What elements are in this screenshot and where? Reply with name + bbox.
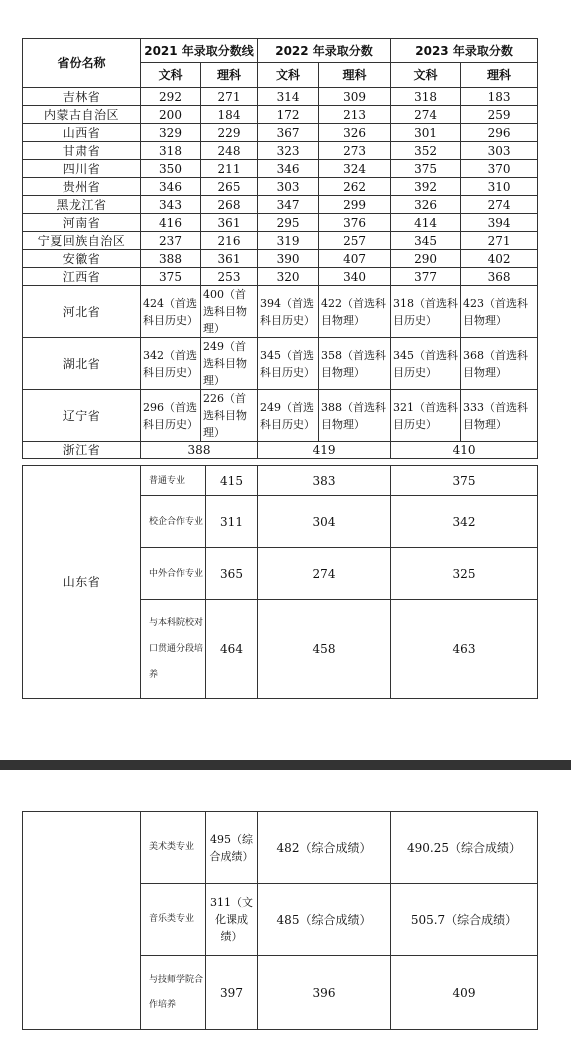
program-label: 美术类专业 (141, 812, 206, 884)
score-cell: 262 (319, 178, 391, 196)
score-cell: 394（首选科目历史） (258, 286, 319, 338)
score-cell: 329 (141, 124, 201, 142)
table-row (23, 250, 538, 268)
score-cell: 310 (461, 178, 538, 196)
score-cell: 396 (258, 956, 391, 1030)
score-cell: 423（首选科目物理） (461, 286, 538, 338)
header-arts: 文科 (141, 63, 201, 88)
score-cell: 257 (319, 232, 391, 250)
header-2023: 2023 年录取分数 (391, 39, 538, 63)
score-cell: 211 (201, 160, 258, 178)
score-cell: 368 (461, 268, 538, 286)
province-name: 江西省 (23, 268, 141, 286)
score-cell: 265 (201, 178, 258, 196)
score-cell: 333（首选科目物理） (461, 390, 538, 442)
header-science: 理科 (201, 63, 258, 88)
province-name: 浙江省 (23, 442, 141, 459)
program-label: 音乐类专业 (141, 884, 206, 956)
score-cell: 311（文化课成绩） (206, 884, 258, 956)
table-row (23, 196, 538, 214)
score-cell: 299 (319, 196, 391, 214)
header-science: 理科 (319, 63, 391, 88)
score-cell: 365 (206, 548, 258, 600)
score-cell: 345（首选科目历史） (391, 338, 461, 390)
score-cell: 318（首选科目历史） (391, 286, 461, 338)
program-label: 校企合作专业 (141, 496, 206, 548)
score-cell: 273 (319, 142, 391, 160)
score-cell: 347 (258, 196, 319, 214)
score-cell: 184 (201, 106, 258, 124)
score-cell: 274 (258, 548, 391, 600)
province-name: 湖北省 (23, 338, 141, 390)
score-cell: 490.25（综合成绩） (391, 812, 538, 884)
score-cell: 303 (461, 142, 538, 160)
score-cell: 361 (201, 214, 258, 232)
table-row (23, 268, 538, 286)
table-row (23, 338, 538, 390)
score-cell: 388 (141, 250, 201, 268)
score-cell: 415 (206, 466, 258, 496)
table-row (23, 142, 538, 160)
header-2022: 2022 年录取分数 (258, 39, 391, 63)
table-row (23, 232, 538, 250)
score-cell: 422（首选科目物理） (319, 286, 391, 338)
admission-score-table (22, 38, 538, 459)
score-cell: 495（综合成绩） (206, 812, 258, 884)
score-cell: 259 (461, 106, 538, 124)
score-cell: 309 (319, 88, 391, 106)
score-cell: 200 (141, 106, 201, 124)
score-cell: 323 (258, 142, 319, 160)
score-cell: 318 (391, 88, 461, 106)
province-name: 黑龙江省 (23, 196, 141, 214)
program-label: 中外合作专业 (141, 548, 206, 600)
score-cell: 375 (141, 268, 201, 286)
score-cell: 342 (391, 496, 538, 548)
score-cell: 292 (141, 88, 201, 106)
score-cell: 370 (461, 160, 538, 178)
score-cell: 376 (319, 214, 391, 232)
score-cell: 345（首选科目历史） (258, 338, 319, 390)
table-row (23, 214, 538, 232)
score-cell: 290 (391, 250, 461, 268)
score-cell: 314 (258, 88, 319, 106)
score-cell: 419 (258, 442, 391, 459)
score-cell: 226（首选科目物理） (201, 390, 258, 442)
score-cell: 326 (319, 124, 391, 142)
header-province: 省份名称 (23, 39, 141, 88)
score-cell: 213 (319, 106, 391, 124)
program-label: 与技师学院合作培养 (141, 956, 206, 1030)
score-cell: 458 (258, 600, 391, 699)
score-cell: 319 (258, 232, 319, 250)
score-cell: 346 (258, 160, 319, 178)
score-cell: 350 (141, 160, 201, 178)
score-cell: 388（首选科目物理） (319, 390, 391, 442)
score-cell: 400（首选科目物理） (201, 286, 258, 338)
score-cell: 271 (201, 88, 258, 106)
score-cell: 248 (201, 142, 258, 160)
score-cell: 352 (391, 142, 461, 160)
score-cell: 172 (258, 106, 319, 124)
score-cell: 268 (201, 196, 258, 214)
score-cell: 274 (391, 106, 461, 124)
province-name: 辽宁省 (23, 390, 141, 442)
score-cell: 346 (141, 178, 201, 196)
score-cell: 271 (461, 232, 538, 250)
table-row (23, 160, 538, 178)
province-name: 宁夏回族自治区 (23, 232, 141, 250)
score-cell: 388 (141, 442, 258, 459)
score-cell: 368（首选科目物理） (461, 338, 538, 390)
score-cell: 324 (319, 160, 391, 178)
score-cell: 377 (391, 268, 461, 286)
table-row (23, 88, 538, 106)
score-cell: 410 (391, 442, 538, 459)
score-cell: 326 (391, 196, 461, 214)
shandong-table-continued (22, 811, 538, 1030)
score-cell: 296 (461, 124, 538, 142)
score-cell: 409 (391, 956, 538, 1030)
header-arts: 文科 (258, 63, 319, 88)
score-cell: 482（综合成绩） (258, 812, 391, 884)
score-cell: 414 (391, 214, 461, 232)
score-cell: 320 (258, 268, 319, 286)
score-cell: 229 (201, 124, 258, 142)
score-cell: 394 (461, 214, 538, 232)
province-name: 安徽省 (23, 250, 141, 268)
province-name: 四川省 (23, 160, 141, 178)
score-cell: 485（综合成绩） (258, 884, 391, 956)
score-cell: 342（首选科目历史） (141, 338, 201, 390)
score-cell: 303 (258, 178, 319, 196)
score-cell: 345 (391, 232, 461, 250)
score-cell: 392 (391, 178, 461, 196)
score-cell: 358（首选科目物理） (319, 338, 391, 390)
score-cell: 304 (258, 496, 391, 548)
province-name: 吉林省 (23, 88, 141, 106)
score-cell: 321（首选科目历史） (391, 390, 461, 442)
score-cell: 216 (201, 232, 258, 250)
score-cell: 383 (258, 466, 391, 496)
score-cell: 464 (206, 600, 258, 699)
score-cell: 407 (319, 250, 391, 268)
province-name: 山东省 (23, 466, 141, 699)
province-name: 河南省 (23, 214, 141, 232)
score-cell: 340 (319, 268, 391, 286)
program-label: 与本科院校对口贯通分段培养 (141, 600, 206, 699)
header-2021: 2021 年录取分数线 (141, 39, 258, 63)
province-name: 内蒙古自治区 (23, 106, 141, 124)
table-row (23, 124, 538, 142)
province-name-empty (23, 812, 141, 1030)
table-row (23, 106, 538, 124)
score-cell: 397 (206, 956, 258, 1030)
score-cell: 296（首选科目历史） (141, 390, 201, 442)
score-cell: 318 (141, 142, 201, 160)
province-name: 贵州省 (23, 178, 141, 196)
score-cell: 463 (391, 600, 538, 699)
score-cell: 249（首选科目物理） (201, 338, 258, 390)
header-arts: 文科 (391, 63, 461, 88)
table-row (23, 390, 538, 442)
score-cell: 325 (391, 548, 538, 600)
score-cell: 505.7（综合成绩） (391, 884, 538, 956)
table-row (23, 178, 538, 196)
score-cell: 416 (141, 214, 201, 232)
score-cell: 343 (141, 196, 201, 214)
score-cell: 249（首选科目历史） (258, 390, 319, 442)
score-cell: 295 (258, 214, 319, 232)
table-row (23, 286, 538, 338)
score-cell: 274 (461, 196, 538, 214)
program-label: 普通专业 (141, 466, 206, 496)
score-cell: 367 (258, 124, 319, 142)
score-cell: 375 (391, 160, 461, 178)
score-cell: 183 (461, 88, 538, 106)
province-name: 河北省 (23, 286, 141, 338)
header-science: 理科 (461, 63, 538, 88)
score-cell: 237 (141, 232, 201, 250)
score-cell: 390 (258, 250, 319, 268)
score-cell: 402 (461, 250, 538, 268)
score-cell: 311 (206, 496, 258, 548)
province-name: 甘肃省 (23, 142, 141, 160)
province-name: 山西省 (23, 124, 141, 142)
score-cell: 424（首选科目历史） (141, 286, 201, 338)
score-cell: 253 (201, 268, 258, 286)
score-cell: 361 (201, 250, 258, 268)
shandong-table (22, 465, 538, 699)
score-cell: 301 (391, 124, 461, 142)
page-break-bar (0, 760, 571, 770)
score-cell: 375 (391, 466, 538, 496)
